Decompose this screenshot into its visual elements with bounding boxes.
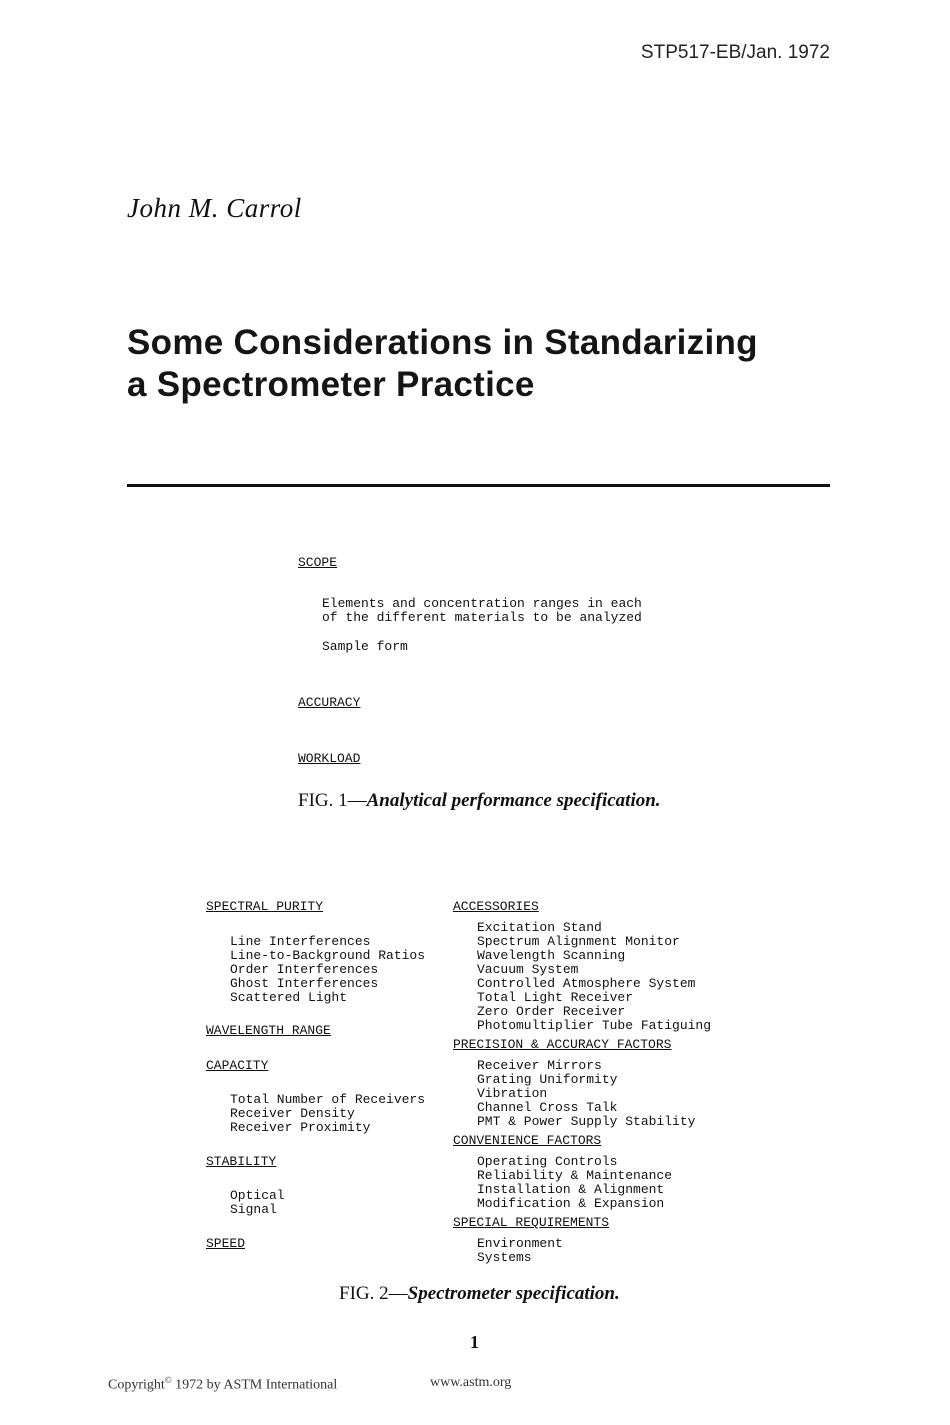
paper-title: [127, 322, 758, 406]
fig2-list-item: Line-to-Background Ratios: [230, 948, 426, 963]
fig2-list-item: Photomultiplier Tube Fatiguing: [477, 1018, 712, 1033]
fig2-list-item: Scattered Light: [230, 990, 348, 1005]
fig2-list-item: Reliability & Maintenance: [477, 1168, 673, 1183]
fig2-list-item: Systems: [477, 1250, 532, 1265]
fig2-list-item: Zero Order Receiver: [477, 1004, 626, 1019]
fig2-list-item: PMT & Power Supply Stability: [477, 1114, 696, 1129]
fig2-list-item: Optical: [230, 1188, 285, 1203]
fig2-list-item: Grating Uniformity: [477, 1072, 618, 1087]
fig1-accuracy-heading: ACCURACY: [298, 695, 361, 710]
fig2-capacity-heading: CAPACITY: [206, 1058, 269, 1073]
fig2-spectral-purity-heading: SPECTRAL PURITY: [206, 899, 324, 914]
fig2-caption: [339, 1283, 620, 1305]
copyright-prefix: Copyright: [108, 1377, 165, 1393]
page-number: 1: [470, 1332, 479, 1352]
fig2-speed-heading: SPEED: [206, 1236, 246, 1251]
author-name: John M. Carrol: [127, 193, 302, 223]
fig2-list-item: Spectrum Alignment Monitor: [477, 934, 680, 949]
fig2-list-item: Total Number of Receivers: [230, 1092, 426, 1107]
fig2-list-item: Receiver Proximity: [230, 1120, 371, 1135]
fig2-accessories-heading: ACCESSORIES: [453, 899, 539, 914]
footer-url: www.astm.org: [430, 1375, 512, 1390]
fig2-list-item: Channel Cross Talk: [477, 1100, 618, 1115]
title-divider: [127, 484, 830, 487]
fig1-scope-item: of the different materials to be analyzed: [322, 610, 642, 625]
title-line-2: a Spectrometer Practice: [127, 365, 535, 404]
copyright-mark: ©: [164, 1375, 172, 1385]
fig1-caption-prefix: FIG. 1—: [298, 790, 367, 811]
fig2-list-item: Receiver Density: [230, 1106, 355, 1121]
fig2-list-item: Installation & Alignment: [477, 1182, 665, 1197]
fig1-caption-text: Analytical performance specification.: [366, 790, 661, 811]
fig2-stability-heading: STABILITY: [206, 1154, 277, 1169]
fig2-list-item: Modification & Expansion: [477, 1196, 665, 1211]
fig2-list-item: Vibration: [477, 1086, 548, 1101]
fig2-list-item: Environment: [477, 1236, 563, 1251]
fig1-scope-item: Sample form: [322, 639, 408, 654]
fig2-list-item: Wavelength Scanning: [477, 948, 626, 963]
fig2-caption-prefix: FIG. 2—: [339, 1283, 408, 1304]
fig2-convenience-heading: CONVENIENCE FACTORS: [453, 1133, 602, 1148]
fig2-wavelength-range-heading: WAVELENGTH RANGE: [206, 1023, 331, 1038]
fig2-list-item: Vacuum System: [477, 962, 579, 977]
fig1-scope-heading: SCOPE: [298, 555, 338, 570]
fig2-list-item: Order Interferences: [230, 962, 379, 977]
fig2-precision-heading: PRECISION & ACCURACY FACTORS: [453, 1037, 672, 1052]
fig2-caption-text: Spectrometer specification.: [407, 1283, 620, 1304]
fig2-special-heading: SPECIAL REQUIREMENTS: [453, 1215, 610, 1230]
fig2-list-item: Total Light Receiver: [477, 990, 634, 1005]
fig2-list-item: Line Interferences: [230, 934, 371, 949]
fig2-list-item: Receiver Mirrors: [477, 1058, 602, 1073]
fig2-list-item: Excitation Stand: [477, 920, 602, 935]
fig1-workload-heading: WORKLOAD: [298, 751, 361, 766]
fig2-list-item: Ghost Interferences: [230, 976, 379, 991]
document-id: STP517-EB/Jan. 1972: [640, 42, 830, 63]
fig1-caption: [298, 790, 661, 812]
fig1-scope-item: Elements and concentration ranges in each: [322, 596, 642, 611]
fig2-list-item: Controlled Atmosphere System: [477, 976, 696, 991]
footer-copyright: [108, 1375, 337, 1394]
title-line-1: Some Considerations in Standarizing: [127, 323, 758, 362]
fig2-list-item: Operating Controls: [477, 1154, 618, 1169]
copyright-suffix: 1972 by ASTM International: [171, 1377, 338, 1393]
fig2-list-item: Signal: [230, 1202, 277, 1217]
